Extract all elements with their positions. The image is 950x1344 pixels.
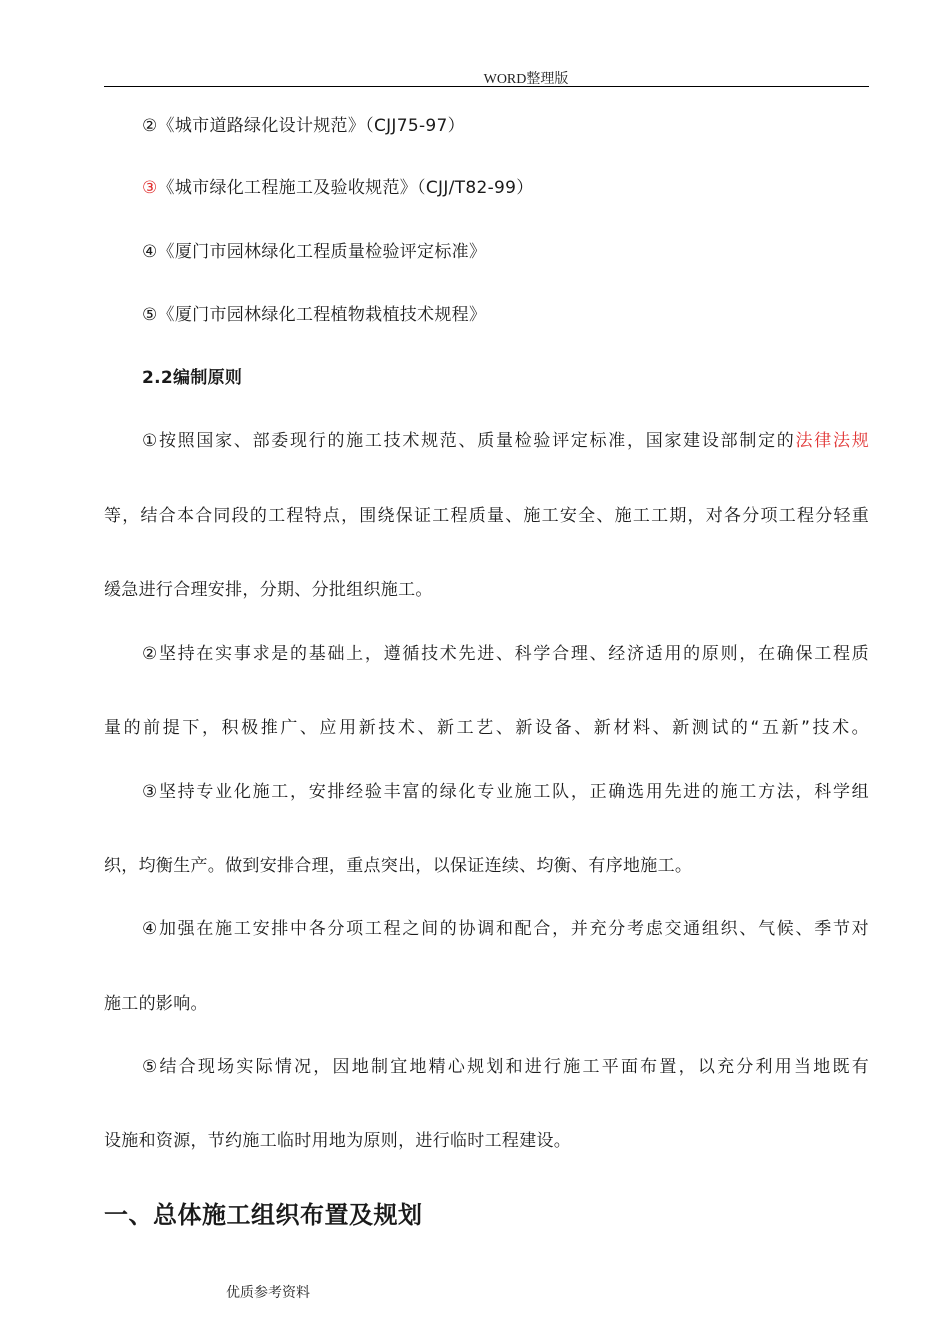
reference-number: ③ (142, 178, 158, 198)
principle-1-text: ①按照国家、部委现行的施工技术规范、质量检验评定标准，国家建设部制定的 (142, 431, 796, 451)
principle-5-line-1: ⑤结合现场实际情况，因地制宜地精心规划和进行施工平面布置，以充分利用当地既有 (142, 1057, 869, 1077)
reference-text: 《城市道路绿化设计规范》（CJJ75-97） (157, 116, 465, 136)
reference-item-4 (142, 240, 869, 264)
principle-5-line-2: 设施和资源，节约施工临时用地为原则，进行临时工程建设。 (104, 1131, 572, 1151)
reference-number: ⑤ (142, 305, 158, 325)
reference-item-5 (142, 303, 869, 327)
principle-2-line-2: 量的前提下，积极推广、应用新技术、新工艺、新设备、新材料、新测试的“五新”技术。 (104, 718, 869, 738)
footer-note: 优质参考资料 (226, 1285, 310, 1301)
header-title: WORD整理版 (483, 72, 569, 87)
subsection-title: 2.2编制原则 (142, 368, 243, 388)
reference-text: 《城市绿化工程施工及验收规范》（CJJ/T82-99） (157, 178, 534, 198)
principle-3-line-2: 织，均衡生产。做到安排合理，重点突出，以保证连续、均衡、有序地施工。 (104, 856, 693, 876)
reference-number: ② (142, 116, 158, 136)
principle-3-line-1: ③坚持专业化施工，安排经验丰富的绿化专业施工队，正确选用先进的施工方法，科学组 (142, 782, 869, 802)
principle-1-line-2: 等，结合本合同段的工程特点，围绕保证工程质量、施工安全、施工工期，对各分项工程分轻重 (104, 506, 869, 526)
header-divider (104, 86, 869, 87)
principle-1-line-1 (142, 429, 869, 453)
reference-text: 《厦门市园林绿化工程质量检验评定标准》 (157, 242, 487, 262)
highlighted-term: 法律法规 (795, 431, 869, 451)
principle-2-line-1: ②坚持在实事求是的基础上，遵循技术先进、科学合理、经济适用的原则，在确保工程质 (142, 644, 869, 664)
reference-item-3 (142, 176, 869, 200)
section-heading: 一、总体施工组织布置及规划 (104, 1201, 423, 1229)
principle-4-line-1: ④加强在施工安排中各分项工程之间的协调和配合，并充分考虑交通组织、气候、季节对 (142, 919, 869, 939)
reference-number: ④ (142, 242, 158, 262)
principle-4-line-2: 施工的影响。 (104, 994, 208, 1014)
reference-item-2 (142, 114, 869, 138)
principle-1-line-3: 缓急进行合理安排，分期、分批组织施工。 (104, 580, 433, 600)
reference-text: 《厦门市园林绿化工程植物栽植技术规程》 (157, 305, 487, 325)
